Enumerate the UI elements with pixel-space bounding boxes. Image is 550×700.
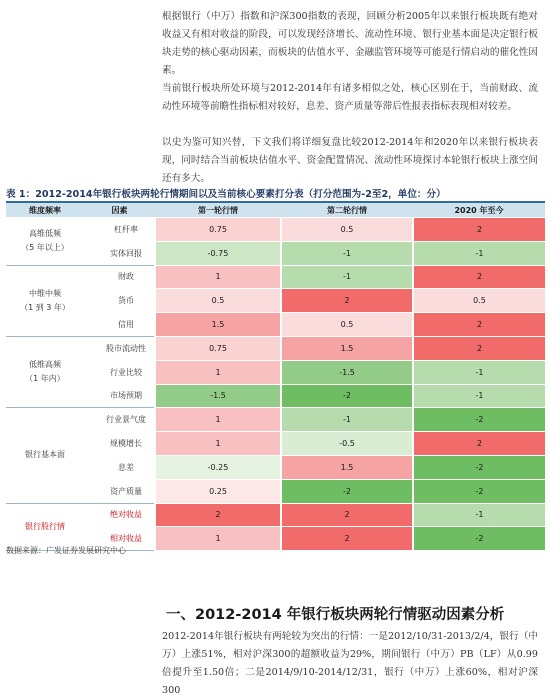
score-cell: 1.5 (281, 336, 413, 360)
factor-label: 股市流动性 (84, 336, 155, 360)
table-row (6, 432, 545, 456)
factor-label: 相对收益 (84, 527, 155, 551)
dimension-label: 中维中频 （1 到 3 年） (6, 265, 84, 336)
score-cell: -1 (281, 241, 413, 265)
score-cell: 0.5 (281, 218, 413, 242)
score-cell: 1 (155, 432, 281, 456)
score-cell: 2 (281, 289, 413, 313)
score-cell: 0.5 (281, 313, 413, 337)
score-cell: -0.5 (281, 432, 413, 456)
factor-label: 信用 (84, 313, 155, 337)
score-cell: -1 (413, 384, 545, 408)
score-cell: -1 (413, 241, 545, 265)
table-row (6, 479, 545, 503)
score-cell: 2 (281, 503, 413, 527)
table-row (6, 455, 545, 479)
header-cell: 2020 年至今 (413, 202, 545, 218)
score-cell: -1 (281, 408, 413, 432)
factor-label: 市场预期 (84, 384, 155, 408)
factor-label: 货币 (84, 289, 155, 313)
dimension-label: 银行基本面 (6, 408, 84, 503)
header-cell: 因素 (84, 202, 155, 218)
header-cell: 第二轮行情 (281, 202, 413, 218)
table-row (6, 241, 545, 265)
factor-label: 资产质量 (84, 479, 155, 503)
score-cell: 1 (155, 265, 281, 289)
table-row (6, 218, 545, 242)
score-cell: 0.25 (155, 479, 281, 503)
dimension-label: 银行股行情 (6, 503, 84, 551)
score-cell: -1.5 (155, 384, 281, 408)
score-cell: -2 (413, 408, 545, 432)
intro-paragraph-3: 以史为鉴可知兴替，下文我们将详细复盘比较2012-2014年和2020年以来银行板块表现，同时结合当前板块估值水平、资金配置情况、流动性环境探讨本轮银行板块上涨空间还有多大。 (162, 137, 538, 184)
score-cell: -2 (413, 527, 545, 551)
factor-label: 规模增长 (84, 432, 155, 456)
score-cell: 2 (413, 432, 545, 456)
intro-paragraph-2: 当前银行板块所处环境与2012-2014年有诸多相似之处，核心区别在于，当前财政、流动性环境等前瞻性指标相对较好，息差、资产质量等滞后性报表指标表现相对较差。 (162, 83, 538, 112)
header-cell: 维度频率 (6, 202, 84, 218)
table-row (6, 408, 545, 432)
score-cell: 1 (155, 360, 281, 384)
score-cell: 0.5 (155, 289, 281, 313)
section-paragraph: 2012-2014年银行板块有两轮较为突出的行情：一是2012/10/31-2013/2/4，银行（中万）上涨51%，相对沪深300的超额收益为29%，期间银行（中万）PB（LF）从0.99倍提升至1.50倍；二是2014/9/10-2014/12/31，银行（中万）上涨60%，相对沪深300 (162, 631, 538, 696)
score-cell: 2 (413, 218, 545, 242)
table-row (6, 265, 545, 289)
score-cell: -1.5 (281, 360, 413, 384)
factor-label: 财政 (84, 265, 155, 289)
intro-paragraph-1: 根据银行（中万）指数和沪深300指数的表现，回顾分析2005年以来银行板块既有绝对收益又有相对收益的阶段，可以发现经济增长、流动性环境、银行业基本面是决定银行板块走势的核心驱动因素，而板块的估值水平、金融监管环境等可能是行情启动的催化性因素。 (162, 11, 538, 76)
score-cell: 1.5 (155, 313, 281, 337)
score-cell: -2 (413, 479, 545, 503)
score-cell: -1 (281, 265, 413, 289)
score-cell: 2 (155, 503, 281, 527)
score-cell: -1 (413, 503, 545, 527)
table-caption: 表 1：2012-2014年银行板块两轮行情期间以及当前核心要素打分表（打分范围为-2至2，单位：分） (6, 189, 446, 200)
score-cell: -1 (413, 360, 545, 384)
table-body (6, 218, 545, 551)
score-table (6, 201, 545, 551)
factor-label: 行业景气度 (84, 408, 155, 432)
dimension-label: 低维高频 （1 年内） (6, 336, 84, 407)
score-cell: 1.5 (281, 455, 413, 479)
score-cell: 1 (155, 527, 281, 551)
factor-label: 息差 (84, 455, 155, 479)
dimension-label: 高维低频 （5 年以上） (6, 218, 84, 266)
score-cell: 2 (413, 265, 545, 289)
factor-label: 绝对收益 (84, 503, 155, 527)
factor-label: 行业比较 (84, 360, 155, 384)
table-row (6, 360, 545, 384)
factor-label: 杠杆率 (84, 218, 155, 242)
score-cell: -0.25 (155, 455, 281, 479)
table-row (6, 503, 545, 527)
header-cell: 第一轮行情 (155, 202, 281, 218)
table-row (6, 313, 545, 337)
table-row (6, 384, 545, 408)
table-row (6, 289, 545, 313)
score-cell: 0.75 (155, 218, 281, 242)
score-cell: 0.75 (155, 336, 281, 360)
score-cell: 1 (155, 408, 281, 432)
section-heading: 一、2012-2014 年银行板块两轮行情驱动因素分析 (166, 607, 505, 623)
score-cell: -2 (413, 455, 545, 479)
score-cell: -0.75 (155, 241, 281, 265)
score-cell: 2 (413, 336, 545, 360)
table-header-row (6, 202, 545, 218)
score-cell: -2 (281, 479, 413, 503)
score-cell: -2 (281, 384, 413, 408)
score-cell: 0.5 (413, 289, 545, 313)
data-source: 数据来源：广发证券发展研究中心 (6, 546, 126, 555)
table-row (6, 336, 545, 360)
score-cell: 2 (281, 527, 413, 551)
factor-label: 实体回报 (84, 241, 155, 265)
score-cell: 2 (413, 313, 545, 337)
